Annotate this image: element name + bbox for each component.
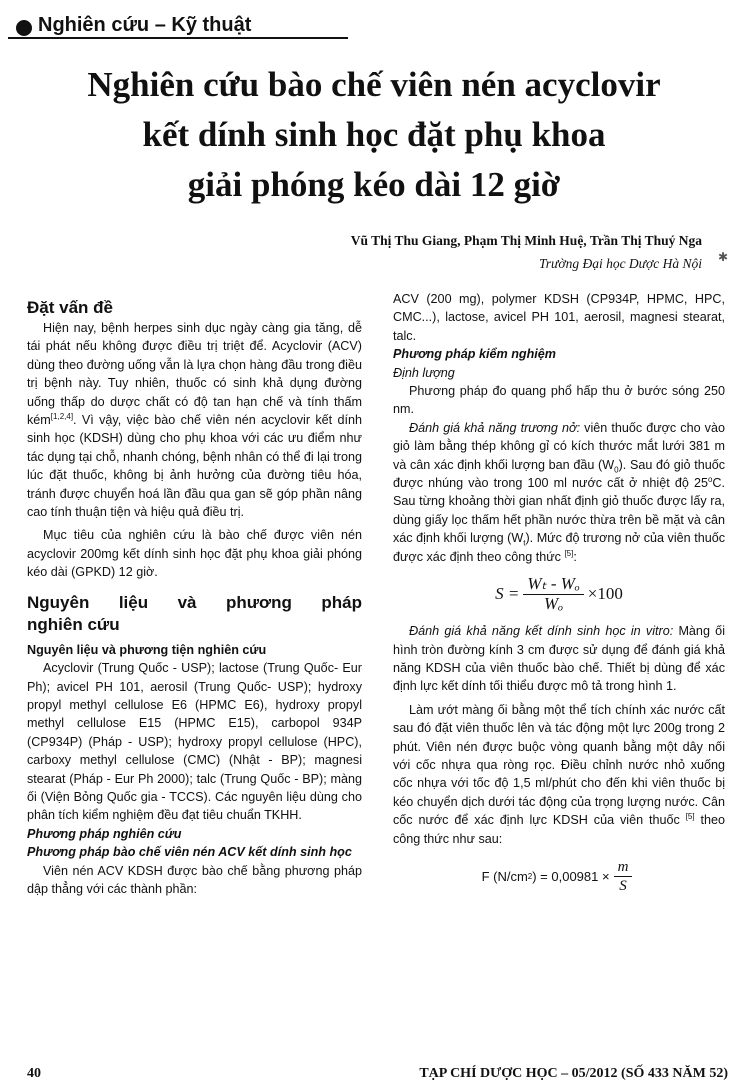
- affiliation: Trường Đại học Dược Hà Nội: [538, 256, 702, 271]
- page-number: 40: [27, 1066, 41, 1081]
- heading-introduction: Đặt vấn đề: [27, 298, 113, 317]
- bullet-icon: [16, 20, 32, 36]
- heading-materials: Nguyên liệu và phương tiện nghiên cứu: [27, 642, 267, 657]
- paragraph-bioadhesion: Đánh giá khả năng kết dính sinh học in vitro: Màng ối hình tròn đường kính 3 cm được sử dụng để đánh giá khả năng KDSH của viên thuốc bào chế. Thiết bị dùng để xác định lực kết dính tối thiểu được mô tả trong hình 1.: [393, 624, 725, 694]
- formula-force: F (N/cm 2 ) = 0,00981 × $\frac{m}{S}$: [393, 848, 725, 906]
- paragraph-preparation: Viên nén ACV KDSH được bào chế bằng phương pháp dập thẳng với các thành phần:: [27, 863, 362, 896]
- right-column: [393, 290, 725, 906]
- article-title: [40, 60, 708, 210]
- authors: Vũ Thị Thu Giang, Phạm Thị Minh Huệ, Trần Thị Thuý Nga: [350, 233, 702, 248]
- paragraph-ingredients: ACV (200 mg), polymer KDSH (CP934P, HPMC, HPC, CMC...), lactose, avicel PH 101, aerosil, magnesi stearat, talc.: [393, 292, 725, 343]
- title-line-3: giải phóng kéo dài 12 giờ: [187, 165, 561, 204]
- formula-swelling: S = $\frac{\text{Wₜ - Wₒ}}{\text{Wₒ}}$ ×100: [495, 574, 623, 613]
- heading-testing-method: Phương pháp kiểm nghiệm: [393, 347, 556, 362]
- heading-quantification: Định lượng: [393, 365, 455, 380]
- title-line-1: Nghiên cứu bào chế viên nén acyclovir: [87, 65, 661, 104]
- heading-materials-methods: Nguyên liệu và phương pháp: [27, 592, 362, 612]
- header-divider: [8, 37, 348, 39]
- paragraph-swelling: Đánh giá khả năng trương nở: viên thuốc được cho vào giỏ làm bằng thép không gỉ có kích thước mắt lưới 381 m và cân xác định khối lượng ban đầu $(W_0)$. Sau đó giỏ thuốc được nhúng vào trong 100 ml nước cất ở nhiệt độ 25$^o$C. Sau từng khoảng thời gian nhất định giỏ thuốc được lấy ra, dùng giấy lọc thấm hết phần nước thừa trên bề mặt và cân xác định khối lượng $(W_t)$. Mức độ trương nở của viên thuốc được xác định theo công thức [5]:: [393, 420, 725, 564]
- journal-footer: TẠP CHÍ DƯỢC HỌC – 05/2012 (SỐ 433 NĂM 52): [419, 1066, 728, 1081]
- paragraph-quantification: Phương pháp đo quang phổ hấp thu ở bước sóng 250 nm.: [393, 384, 725, 417]
- paragraph-procedure: Làm ướt màng ối bằng một thể tích chính xác nước cất sau đó đặt viên thuốc lên và tác động một lực 200g trong 2 phút. Viên nén được buộc vòng quanh bằng một dây nối với cốc nhựa qua ròng rọc. Điều chỉnh nước nhỏ xuống cốc nhựa với tốc độ 1,5 ml/phút cho đến khi viên thuốc bị kéo chuyển dịch dưới tác động của trọng lượng nước. Cân cốc nước để xác định lực KDSH của viên thuốc [5] theo công thức như sau:: [393, 702, 725, 846]
- heading-materials-methods-2: nghiên cứu: [27, 614, 120, 634]
- left-column: [27, 297, 362, 898]
- heading-preparation-method: Phương pháp bào chế viên nén ACV kết dính sinh học: [27, 845, 352, 860]
- paragraph-materials: Acyclovir (Trung Quốc - USP); lactose (Trung Quốc- Eur Ph); avicel PH 101, aerosil (Trung Quốc- USP); hydroxy propyl methyl cellulose E6 (HPMC E6), hydroxy propyl methyl cellulose E15 (HPMC E15), carbopol 934P (CP934P) (Pháp - USP); hydroxy propyl cellulose (HPC), carboxy methyl cellulose (CMC) (Nhật - BP); magnesi stearat (Pháp - Eur Ph 2000); talc (Trung Quốc - BP); màng ối (Viện Bỏng Quốc gia - TCCS). Các nguyên liệu dùng cho phân tích kiểm nghiệm đều đạt tiêu chuẩn TKHH.: [27, 661, 362, 823]
- paragraph-introduction: Hiện nay, bệnh herpes sinh dục ngày càng gia tăng, dễ tái phát nếu không được điều trị triệt để. Acyclovir (ACV) dùng theo đường uống vẫn là lựa chọn hàng đầu trong điều trị bệnh này. Tuy nhiên, thuốc có sinh khả dụng đường uống thấp do dược chất có độ tan hạn chế và tính thấm kém[1,2,4]. Vì vậy, việc bào chế viên nén acyclovir kết dính sinh học (KDSH) dùng cho phụ khoa với các ưu điểm như tác dụng tại chỗ, nhanh chóng, bệnh nhân có thể đi lại trong lúc đặt thuốc, không bị ảnh hưởng của đường tiêu hóa, tránh được chuyển hoá lần đầu qua gan sẽ góp phần nâng cao tính thuận tiện và hiệu quả điều trị.: [27, 321, 362, 520]
- asterisk-icon: ✱: [718, 250, 729, 264]
- title-line-2: kết dính sinh học đặt phụ khoa: [142, 115, 606, 154]
- heading-research-method: Phương pháp nghiên cứu: [27, 826, 182, 841]
- paragraph-objective: Mục tiêu của nghiên cứu là bào chế được viên nén acyclovir 200mg kết dính sinh học đặt phụ khoa giải phóng kéo dài (GPKD) 12 giờ.: [27, 528, 362, 580]
- section-header-label: Nghiên cứu – Kỹ thuật: [38, 14, 252, 36]
